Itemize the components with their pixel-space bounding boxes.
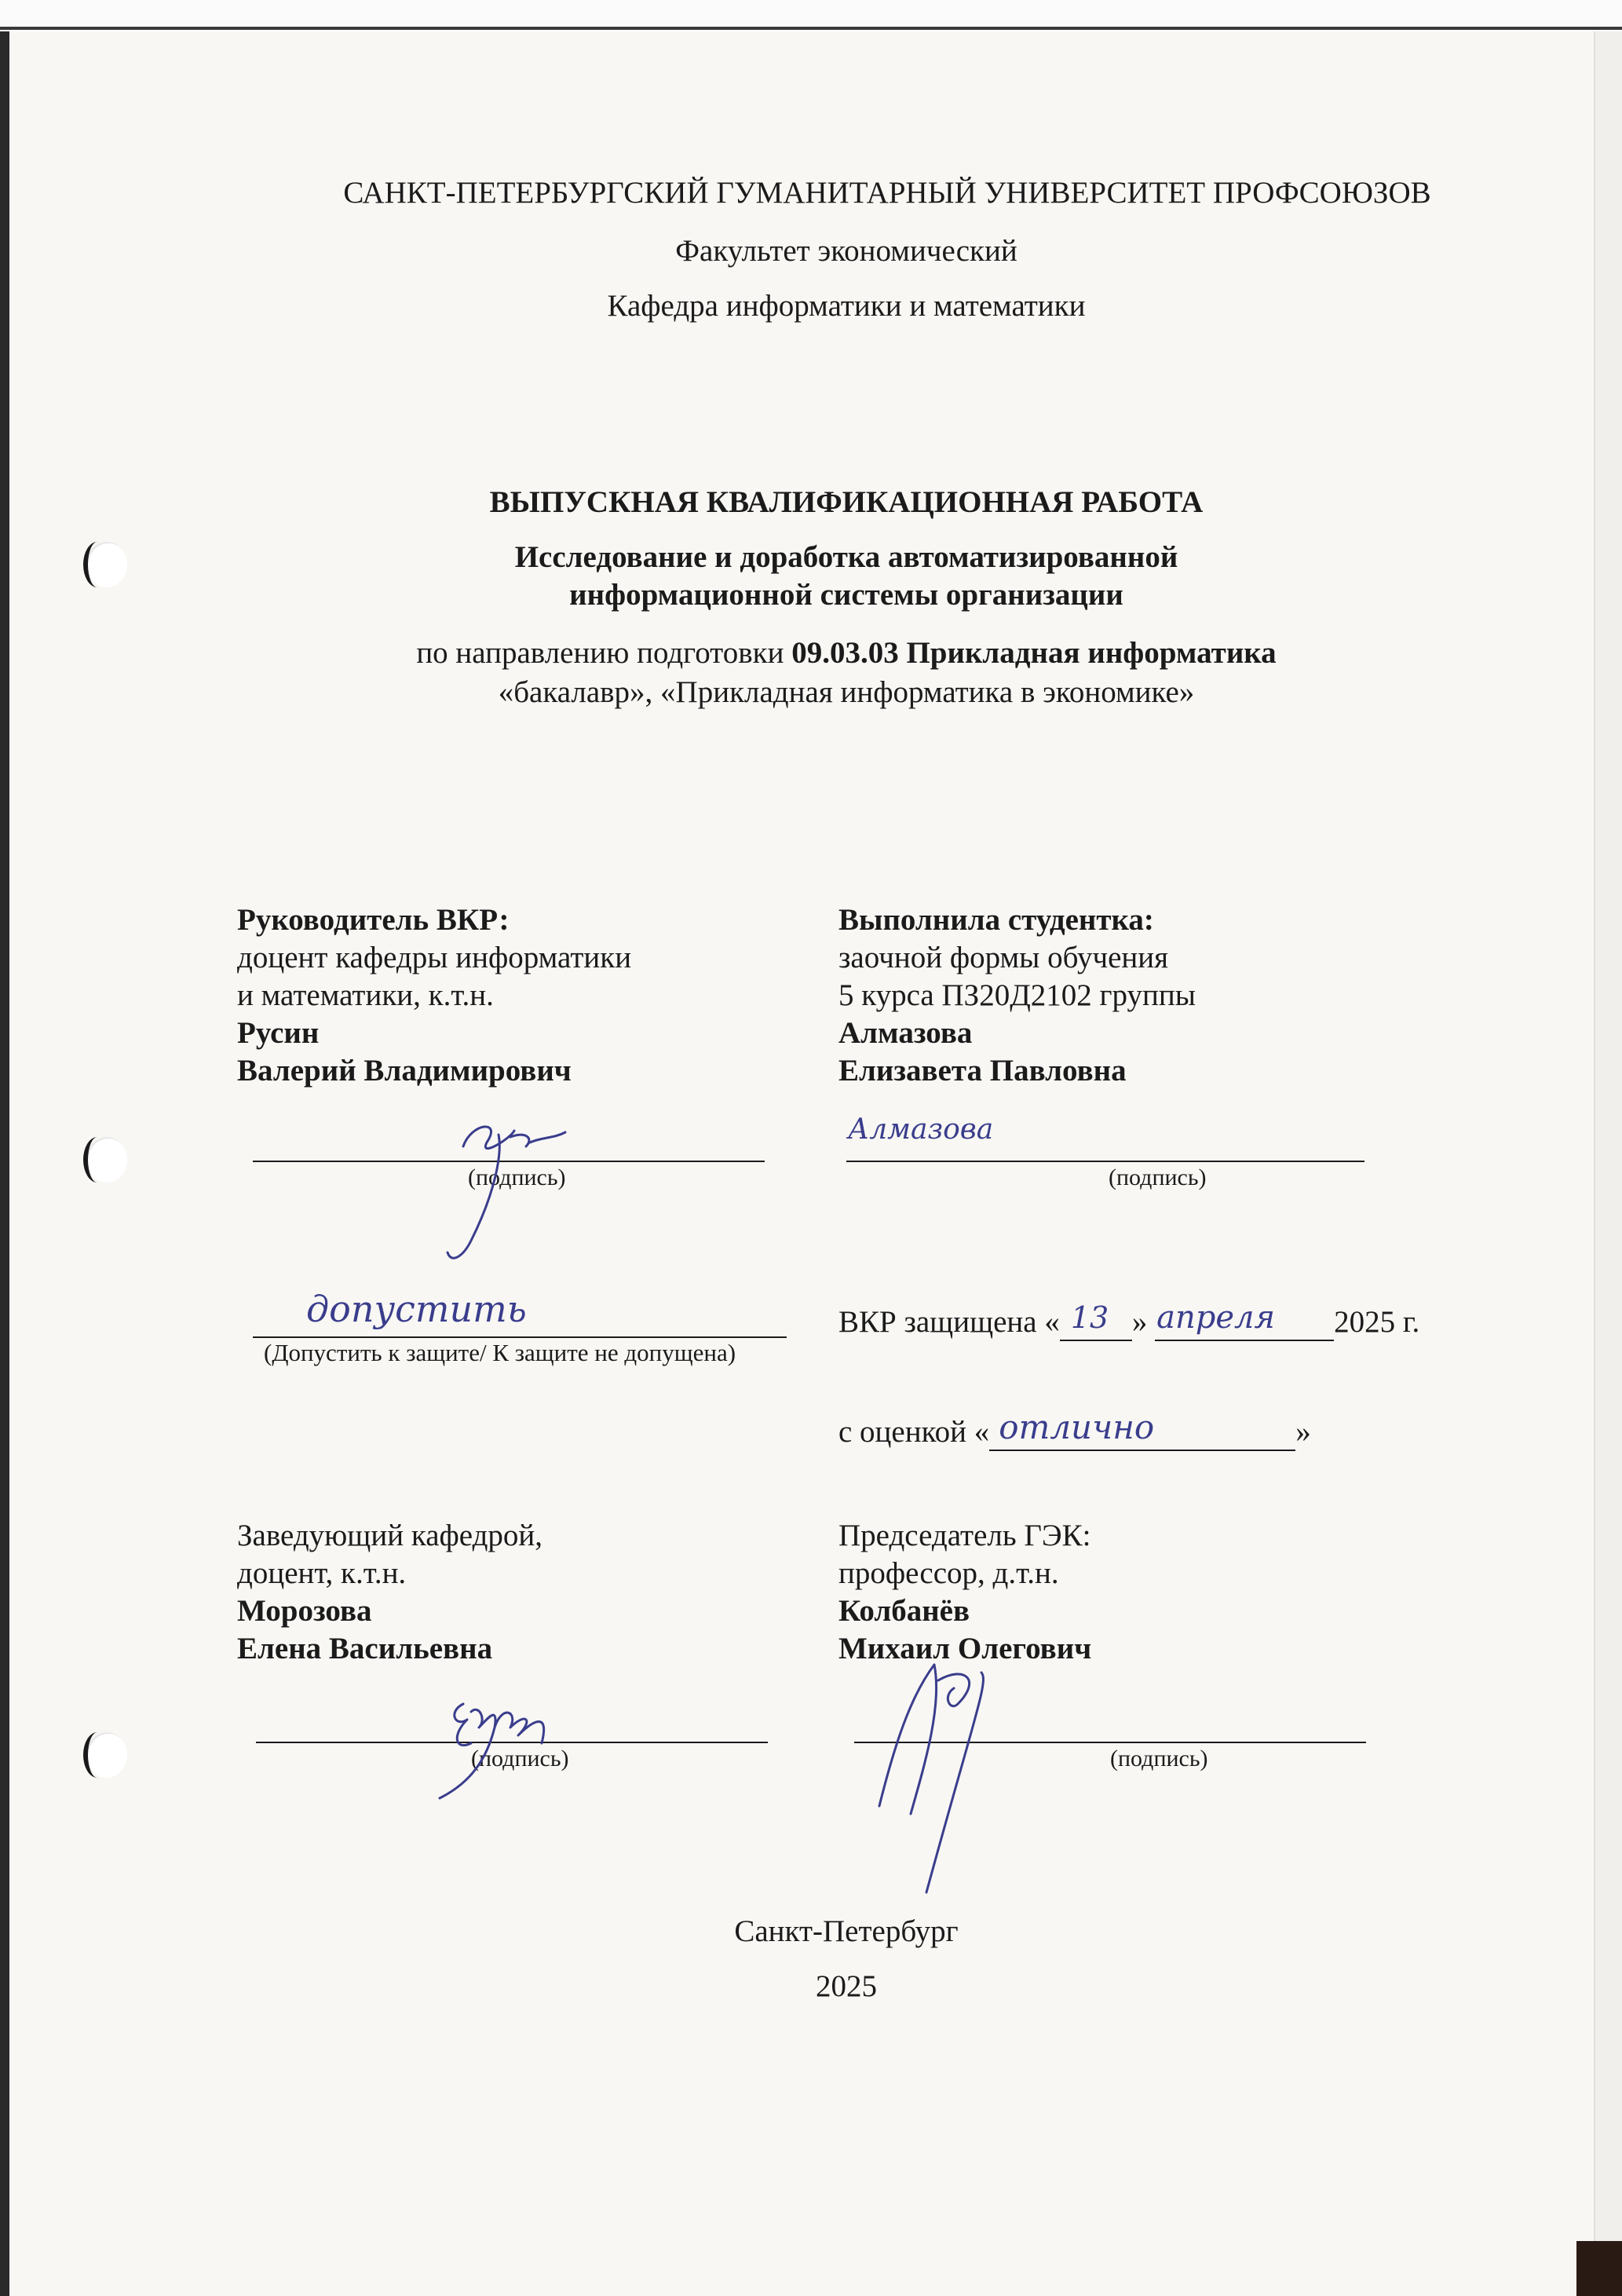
student-surname: Алмазова xyxy=(838,1016,973,1050)
grade-value: отлично xyxy=(999,1408,1155,1446)
chairman-surname: Колбанёв xyxy=(838,1594,970,1628)
defense-day: 13 xyxy=(1070,1300,1109,1335)
footer-year: 2025 xyxy=(816,1969,877,2003)
chairman-signature-line xyxy=(854,1742,1366,1743)
defense-month-field xyxy=(1155,1300,1334,1341)
grade-close: » xyxy=(1295,1415,1311,1449)
document-page xyxy=(9,31,1622,2296)
head-heading: Заведующий кафедрой, xyxy=(237,1519,543,1552)
head-surname: Морозова xyxy=(237,1594,372,1628)
scan-corner xyxy=(1576,2241,1622,2296)
defense-grade xyxy=(838,1408,1311,1451)
student-study-form: заочной формы обучения xyxy=(838,941,1169,974)
direction-prefix: по направлению подготовки xyxy=(416,636,792,670)
faculty-name: Факультет экономический xyxy=(675,234,1017,268)
supervisor-surname: Русин xyxy=(237,1016,320,1050)
chairman-signature-caption: (подпись) xyxy=(1110,1746,1208,1771)
scan-top-edge xyxy=(0,0,1622,31)
punch-hole xyxy=(86,1137,127,1183)
admission-caption: (Допустить к защите/ К защите не допущена) xyxy=(264,1339,736,1366)
study-profile: «бакалавр», «Прикладная информатика в экономике» xyxy=(498,675,1195,709)
student-heading: Выполнила студентка: xyxy=(838,903,1154,937)
topic-line-1: Исследование и доработка автоматизированной xyxy=(514,540,1178,574)
head-name: Елена Васильевна xyxy=(237,1632,493,1665)
student-signature-line xyxy=(846,1161,1364,1162)
head-position: доцент, к.т.н. xyxy=(237,1556,407,1590)
department-name: Кафедра информатики и математики xyxy=(607,289,1086,323)
defense-year: 2025 г. xyxy=(1334,1305,1420,1339)
scan-right-edge xyxy=(1594,31,1622,2296)
university-name: САНКТ-ПЕТЕРБУРГСКИЙ ГУМАНИТАРНЫЙ УНИВЕРСИТЕТ ПРОФСОЮЗОВ xyxy=(343,176,1431,210)
student-signature: Алмазова xyxy=(848,1113,994,1146)
supervisor-position-2: и математики, к.т.н. xyxy=(237,978,494,1012)
punch-hole xyxy=(86,1732,127,1778)
supervisor-position-1: доцент кафедры информатики xyxy=(237,941,632,974)
defense-date xyxy=(838,1300,1420,1341)
chairman-position: профессор, д.т.н. xyxy=(838,1556,1059,1590)
student-name: Елизавета Павловна xyxy=(838,1054,1127,1088)
supervisor-signature-line xyxy=(253,1161,765,1162)
footer-city: Санкт-Петербург xyxy=(734,1914,959,1948)
admission-handwritten: допустить xyxy=(306,1288,527,1330)
defense-month: апреля xyxy=(1156,1300,1275,1336)
defense-day-field xyxy=(1060,1300,1132,1341)
topic-line-2: информационной системы организации xyxy=(569,578,1123,612)
chairman-heading: Председатель ГЭК: xyxy=(838,1519,1091,1552)
student-signature-caption: (подпись) xyxy=(1109,1164,1207,1190)
study-direction xyxy=(0,634,1622,672)
head-signature-caption: (подпись) xyxy=(471,1746,569,1771)
student-group: 5 курса ПЗ20Д2102 группы xyxy=(838,978,1196,1012)
document-type: ВЫПУСКНАЯ КВАЛИФИКАЦИОННАЯ РАБОТА xyxy=(489,485,1204,519)
defense-sep: » xyxy=(1131,1305,1148,1339)
supervisor-signature-caption: (подпись) xyxy=(468,1164,566,1190)
chairman-name: Михаил Олегович xyxy=(838,1632,1092,1665)
direction-code: 09.03.03 Прикладная информатика xyxy=(791,636,1277,670)
grade-field xyxy=(989,1408,1295,1451)
supervisor-name: Валерий Владимирович xyxy=(237,1054,572,1088)
defense-label: ВКР защищена « xyxy=(838,1305,1060,1339)
grade-label: с оценкой « xyxy=(838,1415,990,1449)
head-signature-line xyxy=(256,1742,768,1743)
supervisor-heading: Руководитель ВКР: xyxy=(237,903,510,937)
